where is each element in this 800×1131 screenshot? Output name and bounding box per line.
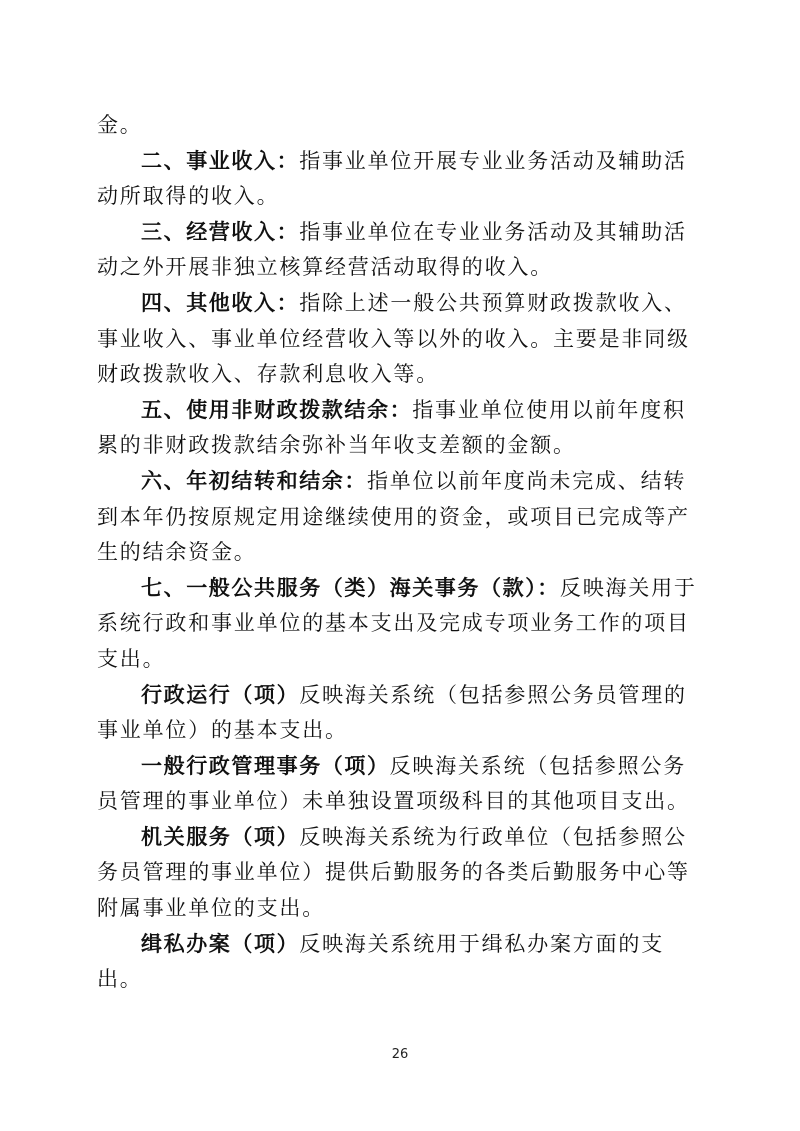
paragraph-general-administration <box>97 749 705 820</box>
paragraph-operating-income <box>97 215 705 286</box>
paragraph-non-fiscal-balance <box>97 393 705 464</box>
paragraph-term: 四、其他收入： <box>141 290 300 315</box>
paragraph-text: 指事业单位使用以前年度积累的非财政拨款结余弥补当年收支差额的金额。 <box>97 397 686 458</box>
paragraph-term: 二、事业收入： <box>141 148 300 173</box>
paragraph-text: 反映海关用于系统行政和事业单位的基本支出及完成专项业务工作的项目支出。 <box>97 575 697 671</box>
paragraph-term: 一般行政管理事务（项） <box>141 753 390 778</box>
paragraph-text: 指事业单位在专业业务活动及其辅助活动之外开展非独立核算经营活动取得的收入。 <box>97 219 687 280</box>
paragraph-customs-affairs <box>97 571 705 678</box>
paragraph-business-income <box>97 144 705 215</box>
body-text <box>97 108 705 998</box>
paragraph-term: 三、经营收入： <box>141 219 300 244</box>
paragraph-other-income <box>97 286 705 393</box>
paragraph-text: 反映海关系统用于缉私办案方面的支出。 <box>97 931 665 992</box>
paragraph-text: 金。 <box>97 113 143 137</box>
paragraph-term: 行政运行（项） <box>141 682 300 707</box>
paragraph-text: 反映海关系统（包括参照公务员管理的事业单位）未单独设置项级科目的其他项目支出。 <box>97 753 690 814</box>
paragraph-term: 缉私办案（项） <box>141 931 300 956</box>
paragraph-term: 五、使用非财政拨款结余： <box>141 397 413 422</box>
paragraph-administrative-operation <box>97 678 705 749</box>
paragraph-anti-smuggling <box>97 927 705 998</box>
paragraph-carryover <box>97 464 705 571</box>
paragraph-term: 六、年初结转和结余： <box>141 468 367 493</box>
page-number: 26 <box>391 1047 409 1062</box>
paragraph-text: 反映海关系统（包括参照公务员管理的事业单位）的基本支出。 <box>97 682 687 743</box>
paragraph-text: 指除上述一般公共预算财政拨款收入、事业收入、事业单位经营收入等以外的收入。主要是非同级财政拨款收入、存款利息收入等。 <box>97 290 690 387</box>
paragraph-office-services <box>97 820 705 927</box>
paragraph-text: 指单位以前年度尚未完成、结转到本年仍按原规定用途继续使用的资金，或项目已完成等产生的结余资金。 <box>97 468 690 565</box>
paragraph-text: 指事业单位开展专业业务活动及辅助活动所取得的收入。 <box>97 148 687 209</box>
paragraph-text: 反映海关系统为行政单位（包括参照公务员管理的事业单位）提供后勤服务的各类后勤服务中心等附属事业单位的支出。 <box>97 824 690 921</box>
paragraph-term: 机关服务（项） <box>141 824 300 849</box>
paragraph-continuation <box>97 108 705 144</box>
paragraph-term: 七、一般公共服务（类）海关事务（款）： <box>141 575 560 600</box>
